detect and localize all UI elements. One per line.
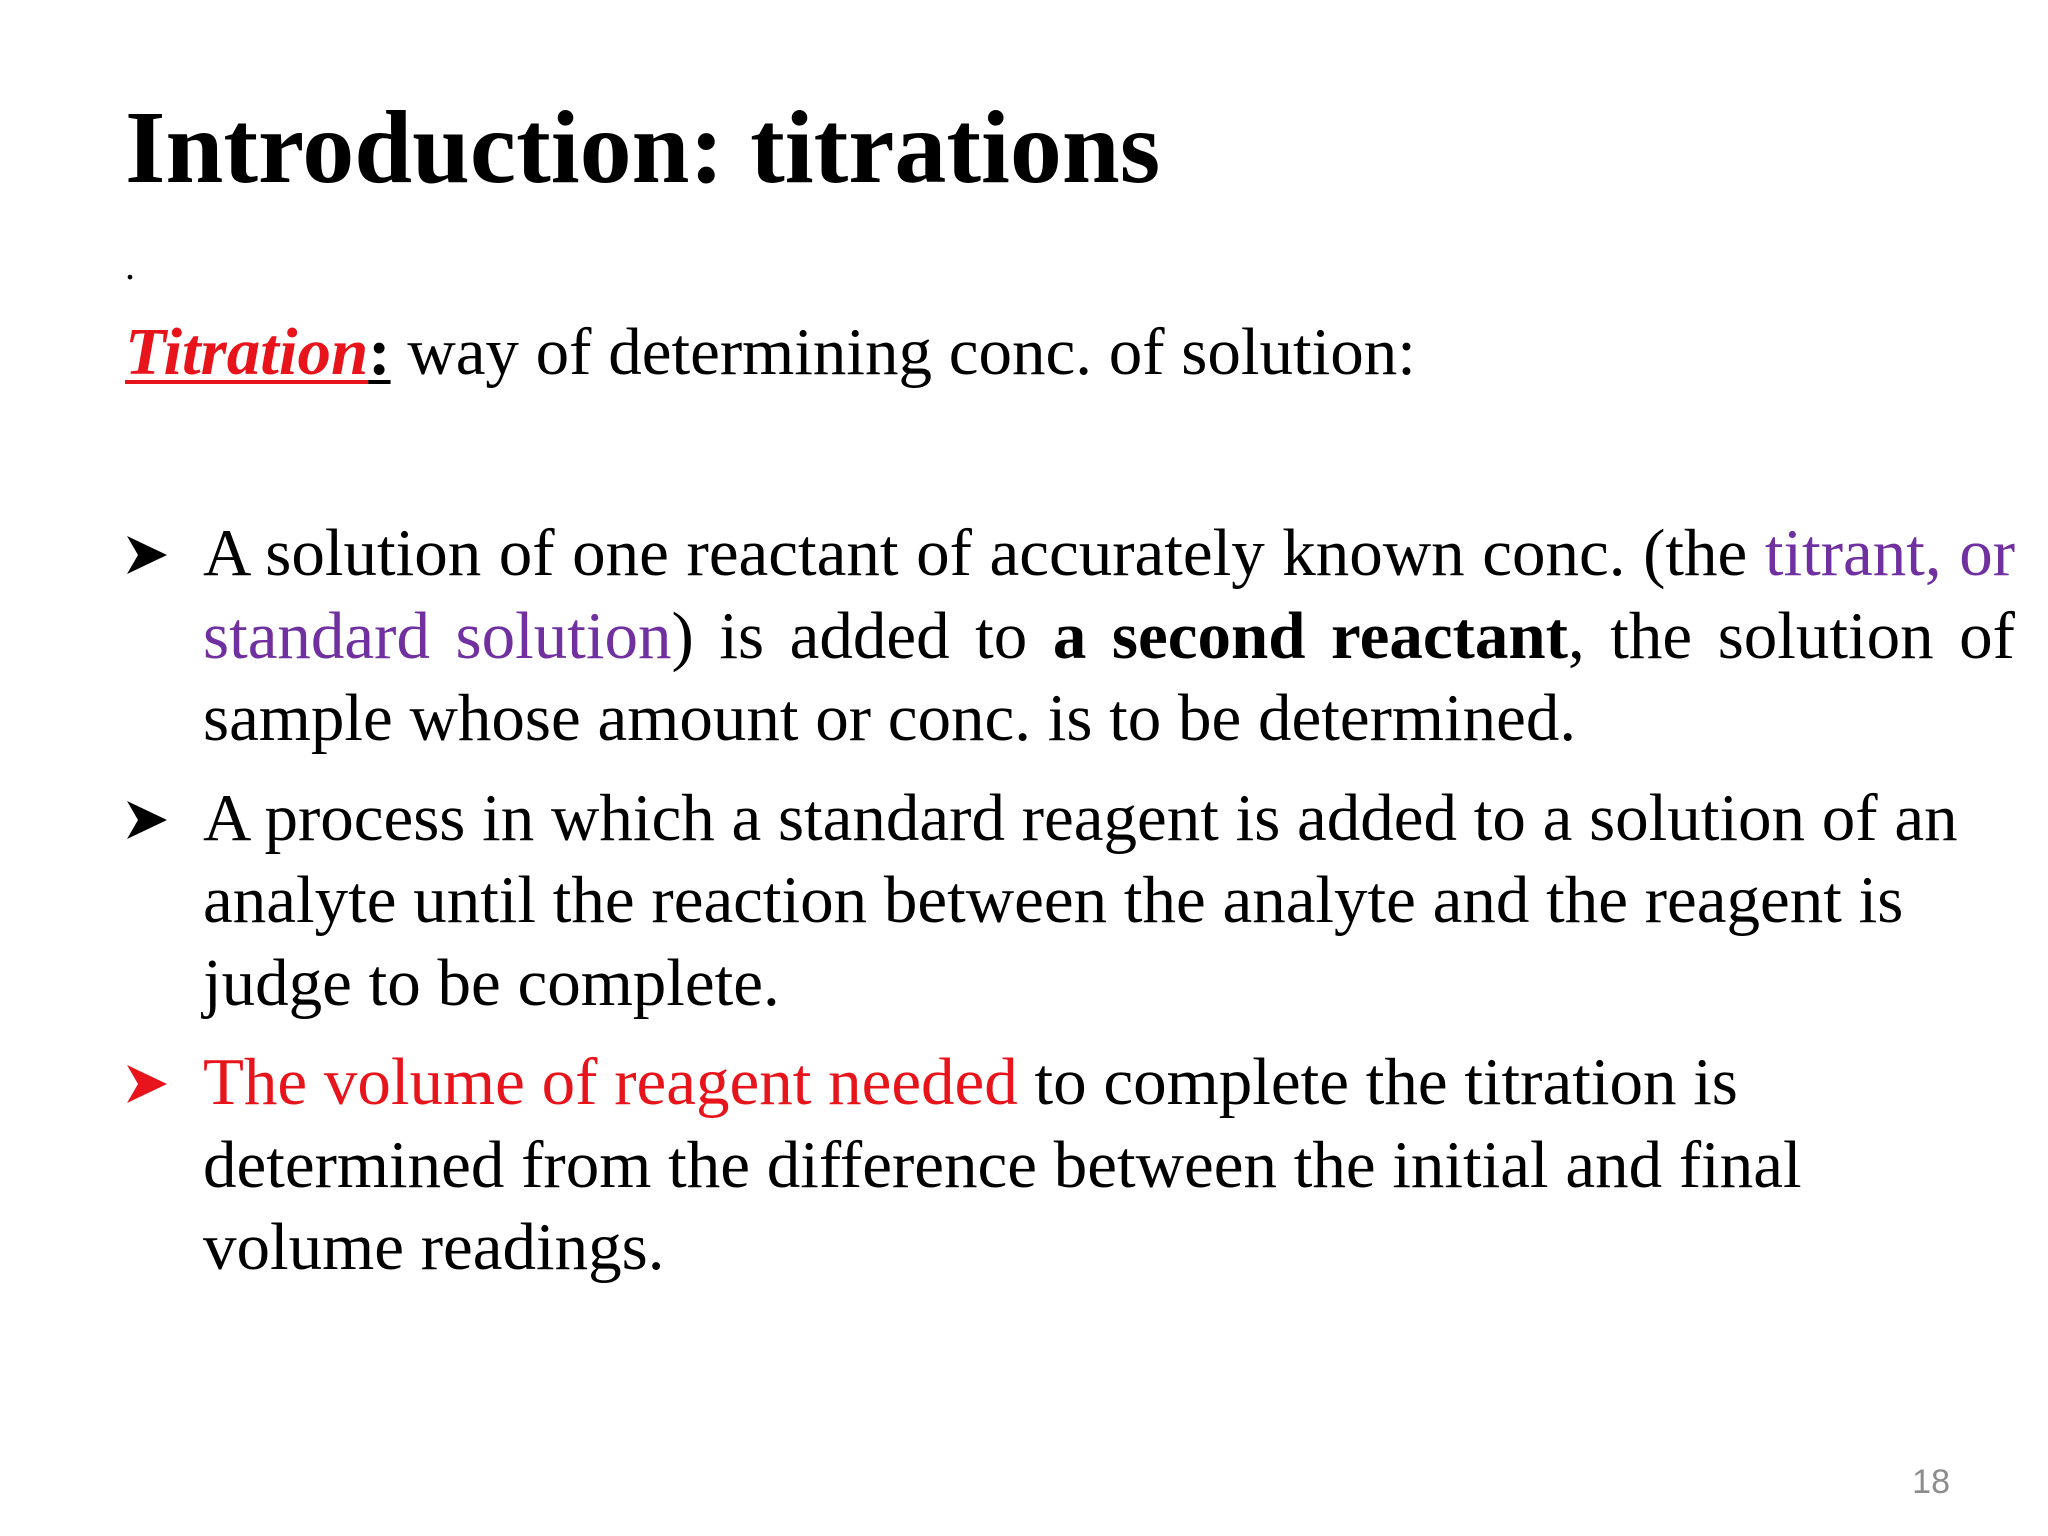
definition-term: Titration	[125, 315, 369, 389]
definition-colon: :	[368, 315, 391, 389]
bullet-2-text: A process in which a standard reagent is added to a solution of an analyte until the reaction between the analyte and the reagent is judge to be complete.	[203, 780, 1958, 1020]
bullet-item-3	[125, 1041, 2015, 1289]
bullet-1-text-a: A solution of one reactant of accurately known conc. (the	[203, 516, 1765, 590]
bullet-1-text-b: ) is added to	[671, 598, 1053, 673]
bullet-1-second-reactant: a second reactant	[1052, 598, 1568, 673]
bullet-item-2	[125, 777, 2015, 1025]
bullet-list	[125, 512, 2015, 1306]
bullet-item-1	[125, 512, 2015, 760]
bullet-1-text-c: , the solution of sample whose amount or conc. is to be determined.	[203, 598, 2015, 755]
stray-dot: .	[125, 243, 135, 288]
slide-title: Introduction: titrations	[125, 90, 1161, 205]
bullet-3-text: to complete the titration is determined from the difference between the initial and final volume readings.	[203, 1045, 1802, 1284]
definition-text: way of determining conc. of solution:	[390, 315, 1416, 389]
arrowhead-bullet-icon	[125, 798, 169, 842]
page-number: 18	[1912, 1463, 1950, 1501]
arrowhead-bullet-icon	[125, 1062, 169, 1106]
definition-line	[125, 310, 1416, 394]
arrowhead-bullet-icon	[125, 533, 169, 577]
bullet-3-highlight: The volume of reagent needed	[203, 1045, 1018, 1119]
bullet-1-titrant: titrant, or standard solution	[203, 516, 2016, 673]
